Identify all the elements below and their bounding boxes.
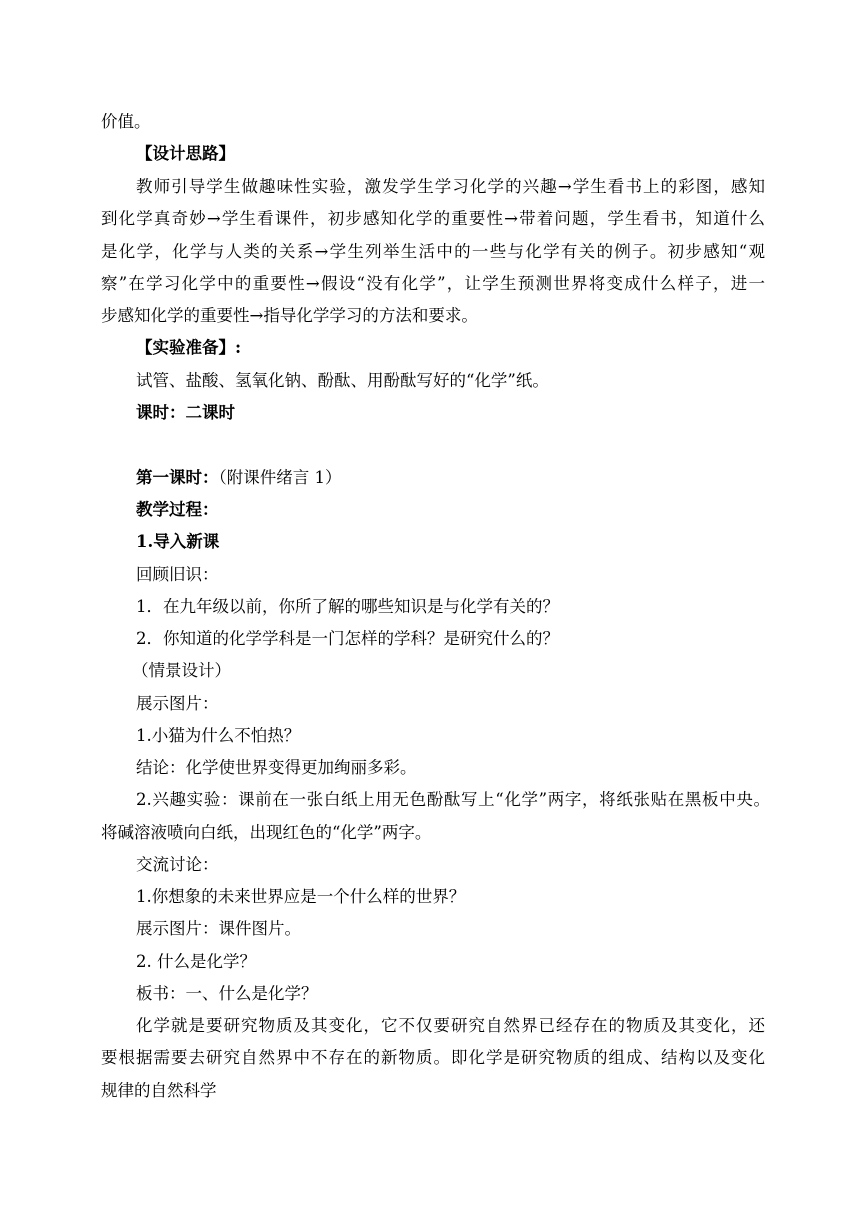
text-line: 试管、盐酸、氢氧化钠、酚酞、用酚酞写好的“化学”纸。 <box>136 371 549 390</box>
text-line: 1.你想象的未来世界应是一个什么样的世界？ <box>136 887 466 906</box>
paragraph-line: 到化学真奇妙→学生看课件，初步感知化学的重要性→带着问题，学生看书，知道什么 <box>101 209 765 228</box>
section-heading-periods: 课时：二课时 <box>136 403 235 422</box>
text-line: 1.小猫为什么不怕热？ <box>136 726 301 745</box>
text-line: 2．你知道的化学学科是一门怎样的学科？是研究什么的？ <box>136 629 559 648</box>
text-line: 1．在九年级以前，你所了解的哪些知识是与化学有关的？ <box>136 597 559 616</box>
paragraph-line: 将碱溶液喷向白纸，出现红色的“化学”两字。 <box>101 823 432 842</box>
text-line: 交流讨论： <box>136 855 219 874</box>
text-line: 展示图片： <box>136 694 219 713</box>
paragraph-line: 规律的自然科学 <box>101 1081 217 1100</box>
text-line: 展示图片：课件图片。 <box>136 919 301 938</box>
subsection-heading: 1.导入新课 <box>136 532 220 551</box>
paragraph-line: 化学就是要研究物质及其变化，它不仅要研究自然界已经存在的物质及其变化，还 <box>136 1016 765 1035</box>
text-line: 板书：一、什么是化学？ <box>136 984 318 1003</box>
paragraph-line: 察”在学习化学中的重要性→假设“没有化学”，让学生预测世界将变成什么样子，进一 <box>101 274 765 293</box>
paragraph-line: 教师引导学生做趣味性实验，激发学生学习化学的兴趣→学生看书上的彩图，感知 <box>136 177 765 196</box>
text-line: 价值。 <box>101 112 151 131</box>
lesson-one-label: 第一课时： <box>136 468 219 487</box>
paragraph-line: 是化学，化学与人类的关系→学生列举生活中的一些与化学有关的例子。初步感知“观 <box>101 242 765 261</box>
text-line: 回顾旧识： <box>136 565 219 584</box>
section-heading-design: 【设计思路】 <box>136 144 235 163</box>
lesson-one-heading <box>136 466 342 490</box>
paragraph-line: 要根据需要去研究自然界中不存在的新物质。即化学是研究物质的组成、结构以及变化 <box>101 1048 765 1067</box>
lesson-one-note: （附课件绪言 1） <box>218 468 342 487</box>
text-line: 2. 什么是化学？ <box>136 952 256 971</box>
teaching-process-heading: 教学过程： <box>136 500 219 519</box>
paragraph-line: 2.兴趣实验：课前在一张白纸上用无色酚酞写上“化学”两字，将纸张贴在黑板中央。 <box>136 790 770 809</box>
section-heading-prep: 【实验准备】: <box>136 338 242 357</box>
text-line: （情景设计） <box>132 661 231 680</box>
text-line: 结论：化学使世界变得更加绚丽多彩。 <box>136 758 417 777</box>
paragraph-line: 步感知化学的重要性→指导化学学习的方法和要求。 <box>101 306 478 325</box>
